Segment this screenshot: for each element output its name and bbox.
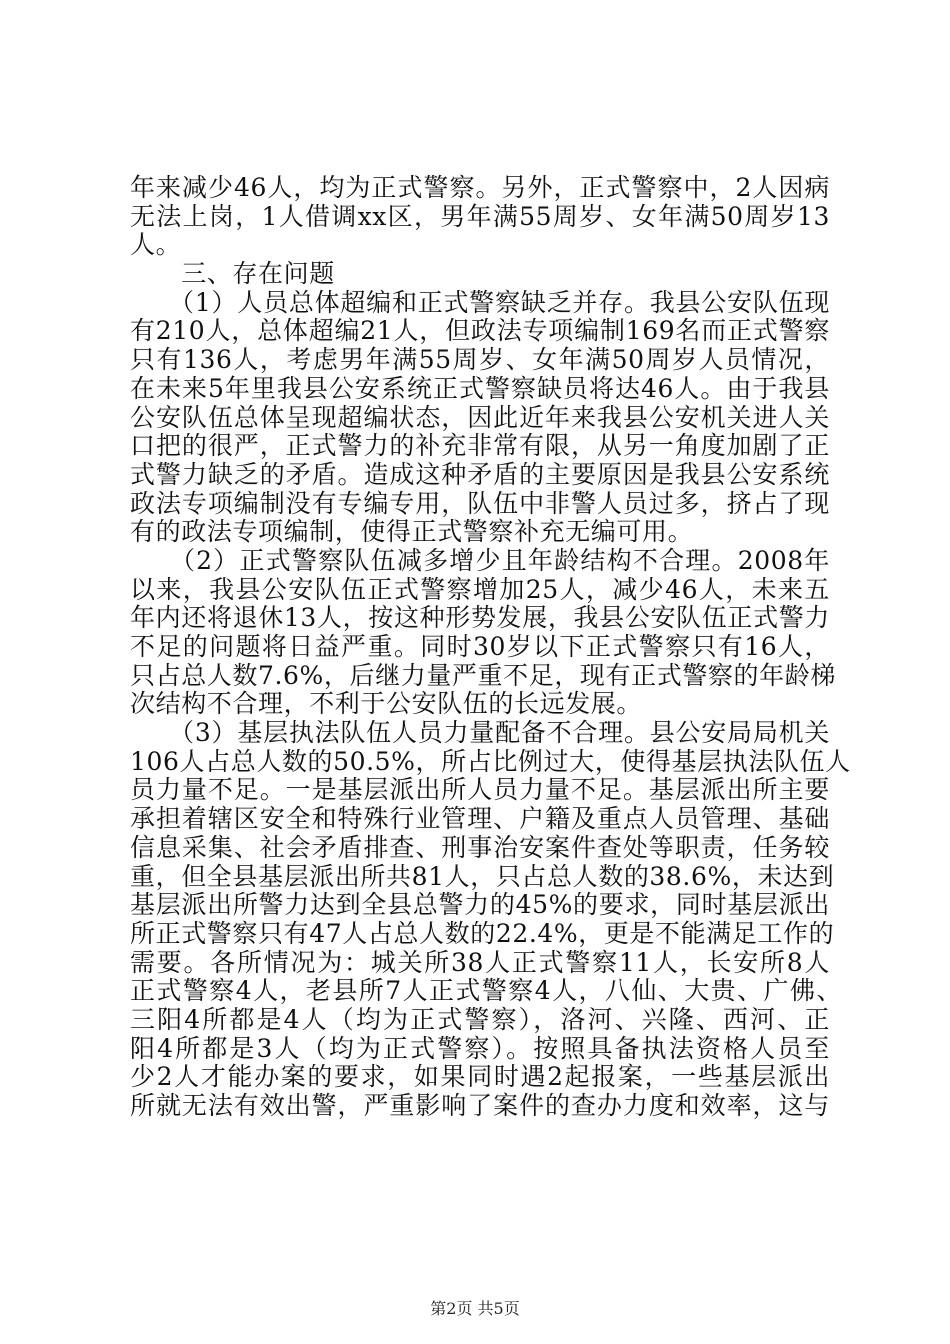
text-line: 政法专项编制没有专编专用，队伍中非警人员过多，挤占了现 [130,488,830,518]
text-line: 次结构不合理，不利于公安队伍的长远发展。 [130,689,643,719]
text-line: 有的政法专项编制，使得正式警察补充无编可用。 [130,517,694,547]
text-line: （3）基层执法队伍人员力量配备不合理。县公安局局机关 [130,718,830,748]
text-line: 只有136人，考虑男年满55周岁、女年满50周岁人员情况， [130,345,830,375]
text-line: 年来减少46人，均为正式警察。另外，正式警察中，2人因病 [130,173,830,202]
text-line: 有210人，总体超编21人，但政法专项编制169名而正式警察 [130,316,830,346]
text-line: 只占总人数7.6%，后继力量严重不足，现有正式警察的年龄梯 [130,660,836,690]
text-line: 阳4所都是3人（均为正式警察）。按照具备执法资格人员至 [130,1033,830,1063]
text-line: （1）人员总体超编和正式警察缺乏并存。我县公安队伍现 [130,287,830,317]
text-line: 少2人才能办案的要求，如果同时遇2起报案，一些基层派出 [130,1062,830,1092]
text-line: 需要。各所情况为：城关所38人正式警察11人，长安所8人 [130,947,830,977]
text-line: 重，但全县基层派出所共81人，只占总人数的38.6%，未达到 [130,861,835,891]
text-line: 不足的问题将日益严重。同时30岁以下正式警察只有16人， [130,632,830,661]
text-line: 信息采集、社会矛盾排查、刑事治安案件查处等职责，任务较 [130,832,830,862]
text-line: 式警力缺乏的矛盾。造成这种矛盾的主要原因是我县公安系统 [130,459,830,489]
text-line: 员力量不足。一是基层派出所人员力量不足。基层派出所主要 [130,775,830,805]
text-line: 在未来5年里我县公安系统正式警察缺员将达46人。由于我县 [130,373,830,403]
text-line: 正式警察4人，老县所7人正式警察4人，八仙、大贵、广佛、 [130,976,842,1006]
text-line: 基层派出所警力达到全县总警力的45%的要求，同时基层派出 [130,890,830,920]
page-number-footer: 第2页 共5页 [430,1299,520,1318]
text-line: 所就无法有效出警，严重影响了案件的查办力度和效率，这与 [130,1091,830,1120]
text-line: 年内还将退休13人，按这种形势发展，我县公安队伍正式警力 [130,603,830,633]
text-line: 口把的很严，正式警力的补充非常有限，从另一角度加剧了正 [130,431,830,461]
text-line: 三阳4所都是4人（均为正式警察），洛河、兴隆、西河、正 [130,1004,830,1034]
text-line: 承担着辖区安全和特殊行业管理、户籍及重点人员管理、基础 [130,804,830,834]
text-line: 以来，我县公安队伍正式警察增加25人，减少46人，未来五 [130,574,830,604]
text-line: （2）正式警察队伍减多增少且年龄结构不合理。2008年 [130,545,830,575]
body-text [130,173,851,1121]
text-line: 所正式警察只有47人占总人数的22.4%，更是不能满足工作的 [130,918,835,948]
section-heading: 三、存在问题 [130,259,335,289]
text-line: 公安队伍总体呈现超编状态，因此近年来我县公安机关进人关 [130,402,830,432]
text-line: 人。 [130,230,182,260]
text-line: 106人占总人数的50.5%，所占比例过大，使得基层执法队伍人 [130,746,851,776]
text-line: 无法上岗，1人借调xx区，男年满55周岁、女年满50周岁13 [130,201,830,231]
